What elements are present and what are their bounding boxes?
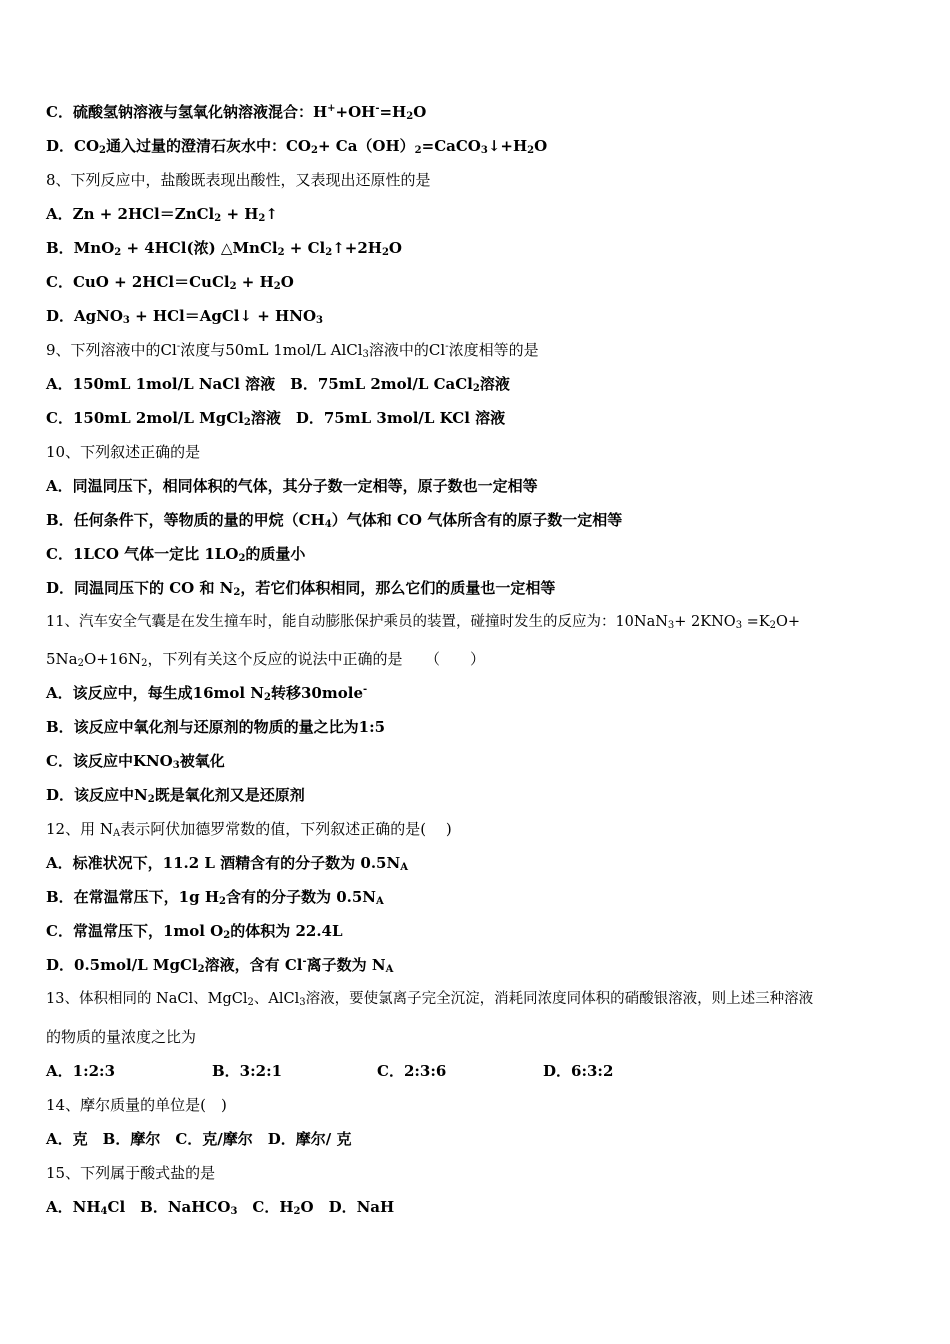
option-b-q10: B．任何条件下，等物质的量的甲烷$(CH_4)$气体和 CO 气体所含有的原子数一定相等: [46, 511, 623, 530]
option-a-q8: A．Zn + 2HCl＝ZnCl$_2$ + $H_2↑$: [46, 205, 278, 224]
options-q15: A．$NH_4Cl$ B．NaHCO$_3$ C．$H_2O$ D．NaH: [46, 1198, 395, 1217]
question-10-stem: 10、下列叙述正确的是: [46, 443, 201, 461]
question-9-stem: 9、下列溶液中的Cl-浓度与50mL 1mol/L AlCl$_3$溶液中的Cl-浓度相等的是: [46, 341, 539, 360]
option-a-q10: A．同温同压下，相同体积的气体，其分子数一定相等，原子数也一定相等: [46, 477, 538, 495]
options-ab-q9: A．150mL 1mol/L NaCl 溶液 B．75mL 2mol/L CaCl$_2$溶液: [46, 375, 510, 394]
option-d-q8: D．AgNO$_3$ + HCl＝AgCl↓ + $HNO_3$: [46, 307, 323, 326]
option-c-q10: C．1LCO 气体一定比 $1LO_2$的质量小: [46, 545, 306, 564]
question-13-stem-line1: 13、体积相同的 NaCl、MgCl$_2$、AlCl$_3$溶液，要使氯离子完全沉淀，消耗同浓度同体积的硝酸银溶液，则上述三种溶液: [46, 991, 814, 1008]
question-13-stem-line2: 的物质的量浓度之比为: [46, 1028, 197, 1046]
question-15-stem: 15、下列属于酸式盐的是: [46, 1164, 216, 1182]
option-c-q12: C．常温常压下，1mol $O_2$的体积为 22.4L: [46, 922, 343, 941]
document-page: C．硫酸氢钠溶液与氢氧化钠溶液混合：$H^++OH^-=H_2O$ D．$CO_2$通入过量的澄清石灰水中：$CO_2+$ $Ca(OH)_2=CaCO_3↓+H_2O$ 8、下列反应中，盐酸既表现出酸性，又表现出还原性的是 A．Zn + 2HCl＝ZnCl$_2$ + $H_2↑$ B．MnO$_2$ + 4HCl(浓) △MnCl$_2$ + $Cl_2↑+2H_2O$ C．CuO + 2HCl＝CuCl$_2$ + $H_2O$ D．AgNO$_3$ + HCl＝AgCl↓ + $HNO_3$ 9、下列溶液中的Cl-浓度与50mL 1mol/L AlCl$_3$溶液中的Cl-浓度相等的是 A．150mL 1mol/L NaCl 溶液 B．75mL 2mol/L CaCl$_2$溶液 C．150mL 2mol/L MgCl$_2$溶液 D．75mL 3mol/L KCl 溶液 10、下列叙述正确的是 A．同温同压下，相同体积的气体，其分子数一定相等，原子数也一定相等 B．任何条件下，等物质的量的甲烷$(CH_4)$气体和 CO 气体所含有的原子数一定相等 C．1LCO 气体一定比 $1LO_2$的质量小 D．同温同压下的 CO 和 $N_2$，若它们体积相同，那么它们的质量也一定相等 11、汽车安全气囊是在发生撞车时，能自动膨胀保护乘员的装置，碰撞时发生的反应为：$10NaN_3+ 2KNO_3 =K_2O+$ $5Na_2O+16N_2$，下列有关这个反应的说法中正确的是 （ ） A．该反应中，每生成16mol $N_2$转移30mole- B．该反应中氧化剂与还原剂的物质的量之比为1:5 C．该反应中$KNO_3$被氧化 D．该反应中$N_2$既是氧化剂又是还原剂 12、用 $N_A$表示阿伏加德罗常数的值，下列叙述正确的是( ) A．标准状况下，11.2 L 酒精含有的分子数为 $0.5N_A$ B．在常温常压下，1g $H_2$含有的分子数为 $0.5N_A$ C．常温常压下，1mol $O_2$的体积为 22.4L D．0.5mol/L MgCl$_2$溶液，含有 Cl-离子数为 $N_A$ 13、体积相同的 NaCl、MgCl$_2$、AlCl$_3$溶液，要使氯离子完全沉淀，消耗同浓度同体积的硝酸银溶液，则上述三种溶液 的物质的量浓度之比为 A．1:2:3 B．3:2:1 C．2:3:6 D．6:3:2 14、摩尔质量的单位是( ) A．克 B．摩尔 C．克/摩尔 D．摩尔/ 克 15、下列属于酸式盐的是 A．$NH_4Cl$ B．NaHCO$_3$ C．$H_2O$ D．NaH: [46, 103, 814, 1217]
option-b-q12: B．在常温常压下，1g $H_2$含有的分子数为 $0.5N_A$: [46, 888, 384, 907]
options-cd-q9: C．150mL 2mol/L MgCl$_2$溶液 D．75mL 3mol/L KCl 溶液: [46, 409, 506, 428]
question-8-stem: 8、下列反应中，盐酸既表现出酸性，又表现出还原性的是: [46, 171, 431, 189]
option-d-q10: D．同温同压下的 CO 和 $N_2$，若它们体积相同，那么它们的质量也一定相等: [46, 579, 556, 598]
options-q14: A．克 B．摩尔 C．克/摩尔 D．摩尔/ 克: [46, 1130, 352, 1148]
option-a-q11: A．该反应中，每生成16mol $N_2$转移30mole-: [46, 684, 368, 703]
option-d-q12: D．0.5mol/L MgCl$_2$溶液，含有 Cl-离子数为 $N_A$: [46, 956, 394, 975]
option-a-q12: A．标准状况下，11.2 L 酒精含有的分子数为 $0.5N_A$: [46, 854, 408, 873]
question-11-stem-line1: 11、汽车安全气囊是在发生撞车时，能自动膨胀保护乘员的装置，碰撞时发生的反应为：$10NaN_3+ 2KNO_3 =K_2O+$: [46, 614, 801, 631]
question-11-stem-line2: $5Na_2O+16N_2$，下列有关这个反应的说法中正确的是 （ ）: [46, 650, 485, 669]
option-c-q8: C．CuO + 2HCl＝CuCl$_2$ + $H_2O$: [46, 273, 294, 292]
option-c-q11: C．该反应中$KNO_3$被氧化: [46, 752, 225, 771]
option-b-q8: B．MnO$_2$ + 4HCl(浓) △MnCl$_2$ + $Cl_2↑+2H_2O$: [46, 239, 402, 258]
option-c-q7: C．硫酸氢钠溶液与氢氧化钠溶液混合：$H^++OH^-=H_2O$: [46, 103, 427, 122]
option-d-q7: D．$CO_2$通入过量的澄清石灰水中：$CO_2+$ $Ca(OH)_2=CaCO_3↓+H_2O$: [46, 137, 548, 156]
question-14-stem: 14、摩尔质量的单位是( ): [46, 1096, 227, 1114]
question-12-stem: 12、用 $N_A$表示阿伏加德罗常数的值，下列叙述正确的是( ): [46, 820, 452, 839]
option-b-q11: B．该反应中氧化剂与还原剂的物质的量之比为1:5: [46, 718, 386, 736]
option-d-q11: D．该反应中$N_2$既是氧化剂又是还原剂: [46, 786, 305, 805]
